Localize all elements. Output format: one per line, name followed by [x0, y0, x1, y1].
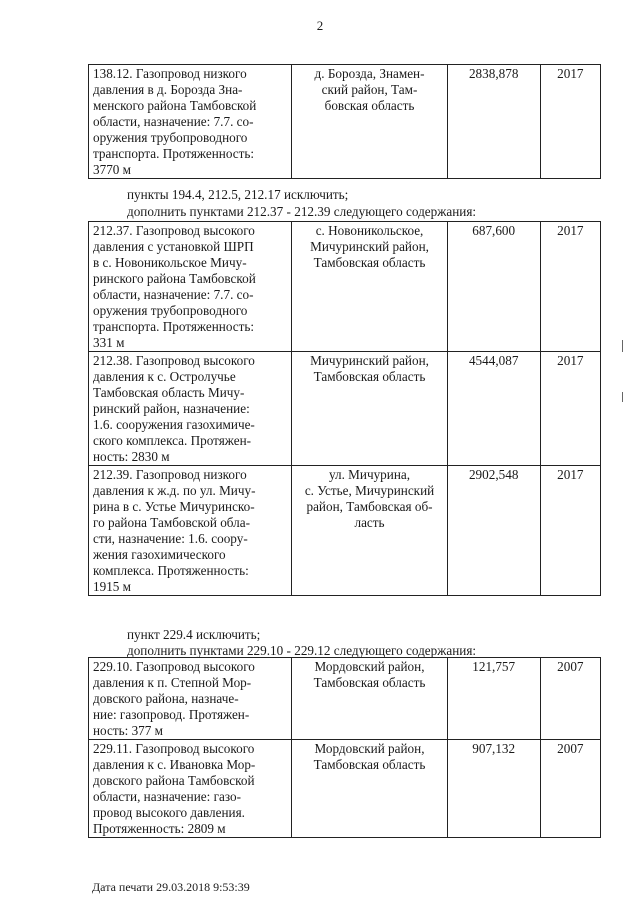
scan-margin-mark [622, 340, 623, 352]
object-address: д. Борозда, Знамен- ский район, Там- бовская область [292, 65, 447, 179]
object-address: Мордовский район, Тамбовская область [292, 658, 447, 740]
table-row [89, 740, 601, 838]
table-row [89, 222, 601, 352]
object-address: с. Новоникольское, Мичуринский район, Тамбовская область [292, 222, 447, 352]
property-table-1 [88, 64, 601, 179]
object-description: 229.10. Газопровод высокого давления к п. Степной Мор- довского района, назначе- ние: газопровод. Протяжен- ность: 377 м [89, 658, 292, 740]
exclude-note: пункт 229.4 исключить; [127, 627, 261, 642]
object-year: 2017 [540, 222, 600, 352]
table-row [89, 65, 601, 179]
object-description: 212.38. Газопровод высокого давления к с. Остролучье Тамбовская область Мичу- ринский район, назначение: 1.6. сооружения газохимиче- ского комплекса. Протяжен- ность: 2830 м [89, 352, 292, 466]
object-year: 2007 [540, 740, 600, 838]
object-year: 2017 [540, 466, 600, 596]
object-value: 687,600 [447, 222, 540, 352]
object-description: 138.12. Газопровод низкого давления в д. Борозда Зна- менского района Тамбовской области, назначение: 7.7. со- оружения трубопроводного транспорта. Протяженность: 3770 м [89, 65, 292, 179]
add-note: дополнить пунктами 212.37 - 212.39 следующего содержания: [127, 204, 477, 219]
object-address: ул. Мичурина, с. Устье, Мичуринский район, Тамбовская об- ласть [292, 466, 447, 596]
object-value: 907,132 [447, 740, 540, 838]
print-date: Дата печати 29.03.2018 9:53:39 [92, 880, 250, 894]
object-description: 229.11. Газопровод высокого давления к с. Ивановка Мор- довского района Тамбовской области, назначение: газо- провод высокого давления. Протяженность: 2809 м [89, 740, 292, 838]
table-row [89, 466, 601, 596]
object-year: 2007 [540, 658, 600, 740]
property-table-2 [88, 221, 601, 596]
property-table-3 [88, 657, 601, 838]
scan-margin-mark [622, 392, 623, 402]
object-year: 2017 [540, 352, 600, 466]
object-address: Мордовский район, Тамбовская область [292, 740, 447, 838]
exclude-note: пункты 194.4, 212.5, 212.17 исключить; [127, 187, 349, 202]
object-value: 2838,878 [447, 65, 540, 179]
object-description: 212.37. Газопровод высокого давления с установкой ШРП в с. Новоникольское Мичу- ринского района Тамбовской области, назначение: 7.7. со- оружения трубопроводного транспорта. Протяженность: 331 м [89, 222, 292, 352]
object-value: 4544,087 [447, 352, 540, 466]
table-row [89, 352, 601, 466]
object-year: 2017 [540, 65, 600, 179]
object-description: 212.39. Газопровод низкого давления к ж.д. по ул. Мичу- рина в с. Устье Мичуринско- го района Тамбовской обла- сти, назначение: 1.6. соору- жения газохимического комплекса. Протяженность: 1915 м [89, 466, 292, 596]
table-row [89, 658, 601, 740]
page-number: 2 [316, 18, 324, 33]
object-value: 2902,548 [447, 466, 540, 596]
object-value: 121,757 [447, 658, 540, 740]
object-address: Мичуринский район, Тамбовская область [292, 352, 447, 466]
add-note: дополнить пунктами 229.10 - 229.12 следующего содержания: [127, 643, 477, 658]
